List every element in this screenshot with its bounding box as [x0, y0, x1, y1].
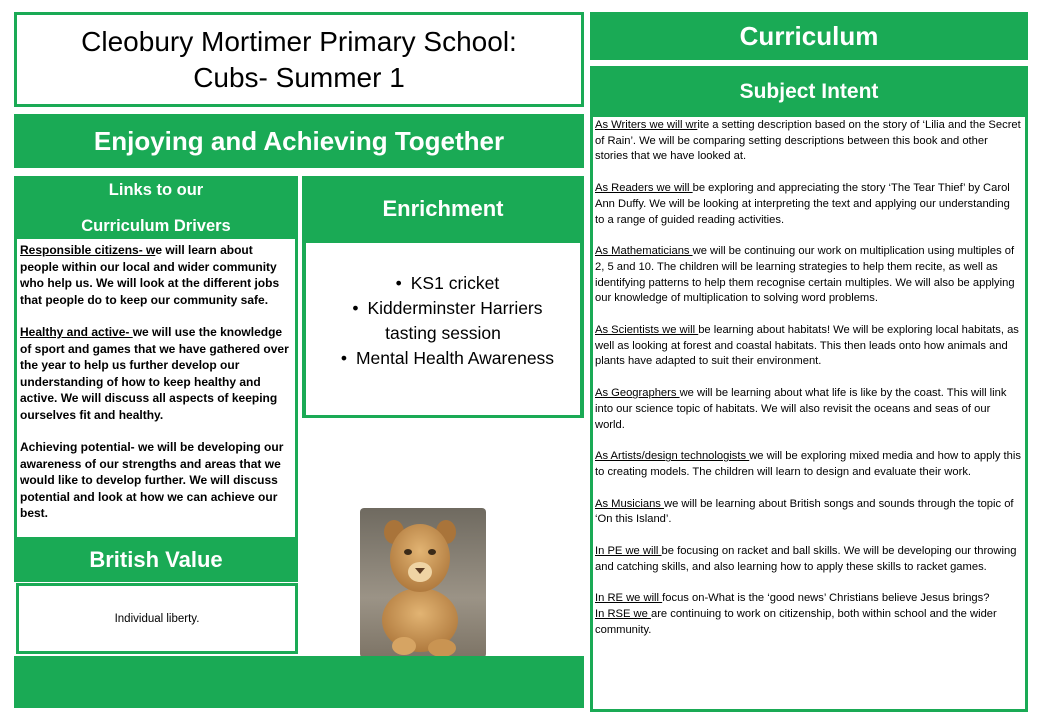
- enrichment-item: • Mental Health Awareness: [306, 346, 580, 371]
- british-value-heading: British Value: [89, 547, 223, 572]
- subject-item: As Mathematicians we will be continuing our work on multiplication using multiples of 2, 5 and 10. The children will be learning strategies to help them recite, as well as identifying patterns to help them recognise certain multiples. We will also be applying our knowledge of multiplication to solving word problems.: [595, 245, 1015, 305]
- subject-item: In RSE we are continuing to work on citizenship, both within school and the wider community.: [595, 608, 997, 636]
- curriculum-heading: Curriculum: [590, 12, 1028, 60]
- subject-item: In PE we will be focusing on racket and ball skills. We will be developing our throwing and catching skills, and also learning how to apply these skills to racket games.: [595, 545, 1017, 573]
- drivers-content: [17, 239, 295, 537]
- tagline-text: Enjoying and Achieving Together: [93, 125, 505, 156]
- subject-item: As Musicians we will be learning about British songs and sounds through the topic of ‘On this Island’.: [595, 497, 1014, 526]
- enrichment-heading: Enrichment: [382, 196, 504, 221]
- subject-item: As Readers we will be exploring and appreciating the story ‘The Tear Thief’ by Carol Ann Duffy. We will be looking at interpreting the text and applying our understanding to a range of guided reading activities.: [595, 182, 1010, 226]
- lion-cub-icon: [360, 508, 486, 658]
- enrichment-item: • KS1 cricket: [306, 271, 580, 296]
- page-title-box: [14, 12, 584, 107]
- subject-intent-heading: Subject Intent: [739, 80, 879, 103]
- subject-intent-content: [593, 117, 1025, 709]
- drivers-heading-line1: Links to our: [108, 180, 204, 199]
- british-value-box: [16, 583, 298, 654]
- british-value-text: Individual liberty.: [114, 612, 200, 625]
- enrichment-item: • Kidderminster Harriers tasting session: [306, 296, 580, 346]
- page-title-line1: Cleobury Mortimer Primary School:: [81, 25, 517, 57]
- lion-cub-photo: [360, 508, 486, 658]
- subject-item: As Writers we will write a setting description based on the story of ‘Lilia and the Secret of Rain’. We will be comparing setting descriptions between this book and other stories that we have looked at.: [595, 119, 1021, 163]
- subject-item: As Geographers we will be learning about what life is like by the coast. This will link into our science topic of habitats. We will also revisit the oceans and seas of our world.: [595, 387, 1007, 431]
- tagline-banner: [14, 114, 584, 168]
- enrichment-content: [306, 243, 580, 415]
- drivers-heading-line2: Curriculum Drivers: [81, 216, 231, 235]
- page-title-line2: Cubs- Summer 1: [193, 61, 405, 93]
- driver-item: Responsible citizens- we will learn about people within our local and wider community who help us. We will look at the different jobs that people do to keep our community safe.: [20, 243, 280, 307]
- driver-item: Healthy and active- we will use the knowledge of sport and games that we have gathered over the year to help us further develop our understanding of how to keep healthy and active. We will discuss all aspects of keeping ourselves fit and healthy.: [20, 325, 289, 422]
- footer-bar: [14, 656, 584, 708]
- driver-item: Achieving potential- we will be developing our awareness of our strengths and areas that we would like to develop further. We will discuss potential and look at how we can achieve our best.: [20, 440, 284, 520]
- subject-item: As Scientists we will be learning about habitats! We will be exploring local habitats, as well as looking at forest and coastal habitats. This then leads onto how animals and plants have adapted to suit their environment.: [595, 324, 1019, 368]
- subject-item: In RE we will focus on-What is the ‘good news’ Christians believe Jesus brings?: [595, 592, 990, 605]
- subject-item: As Artists/design technologists we will be exploring mixed media and how to apply this to creating models. The children will learn to design and evaluate their work.: [595, 450, 1021, 478]
